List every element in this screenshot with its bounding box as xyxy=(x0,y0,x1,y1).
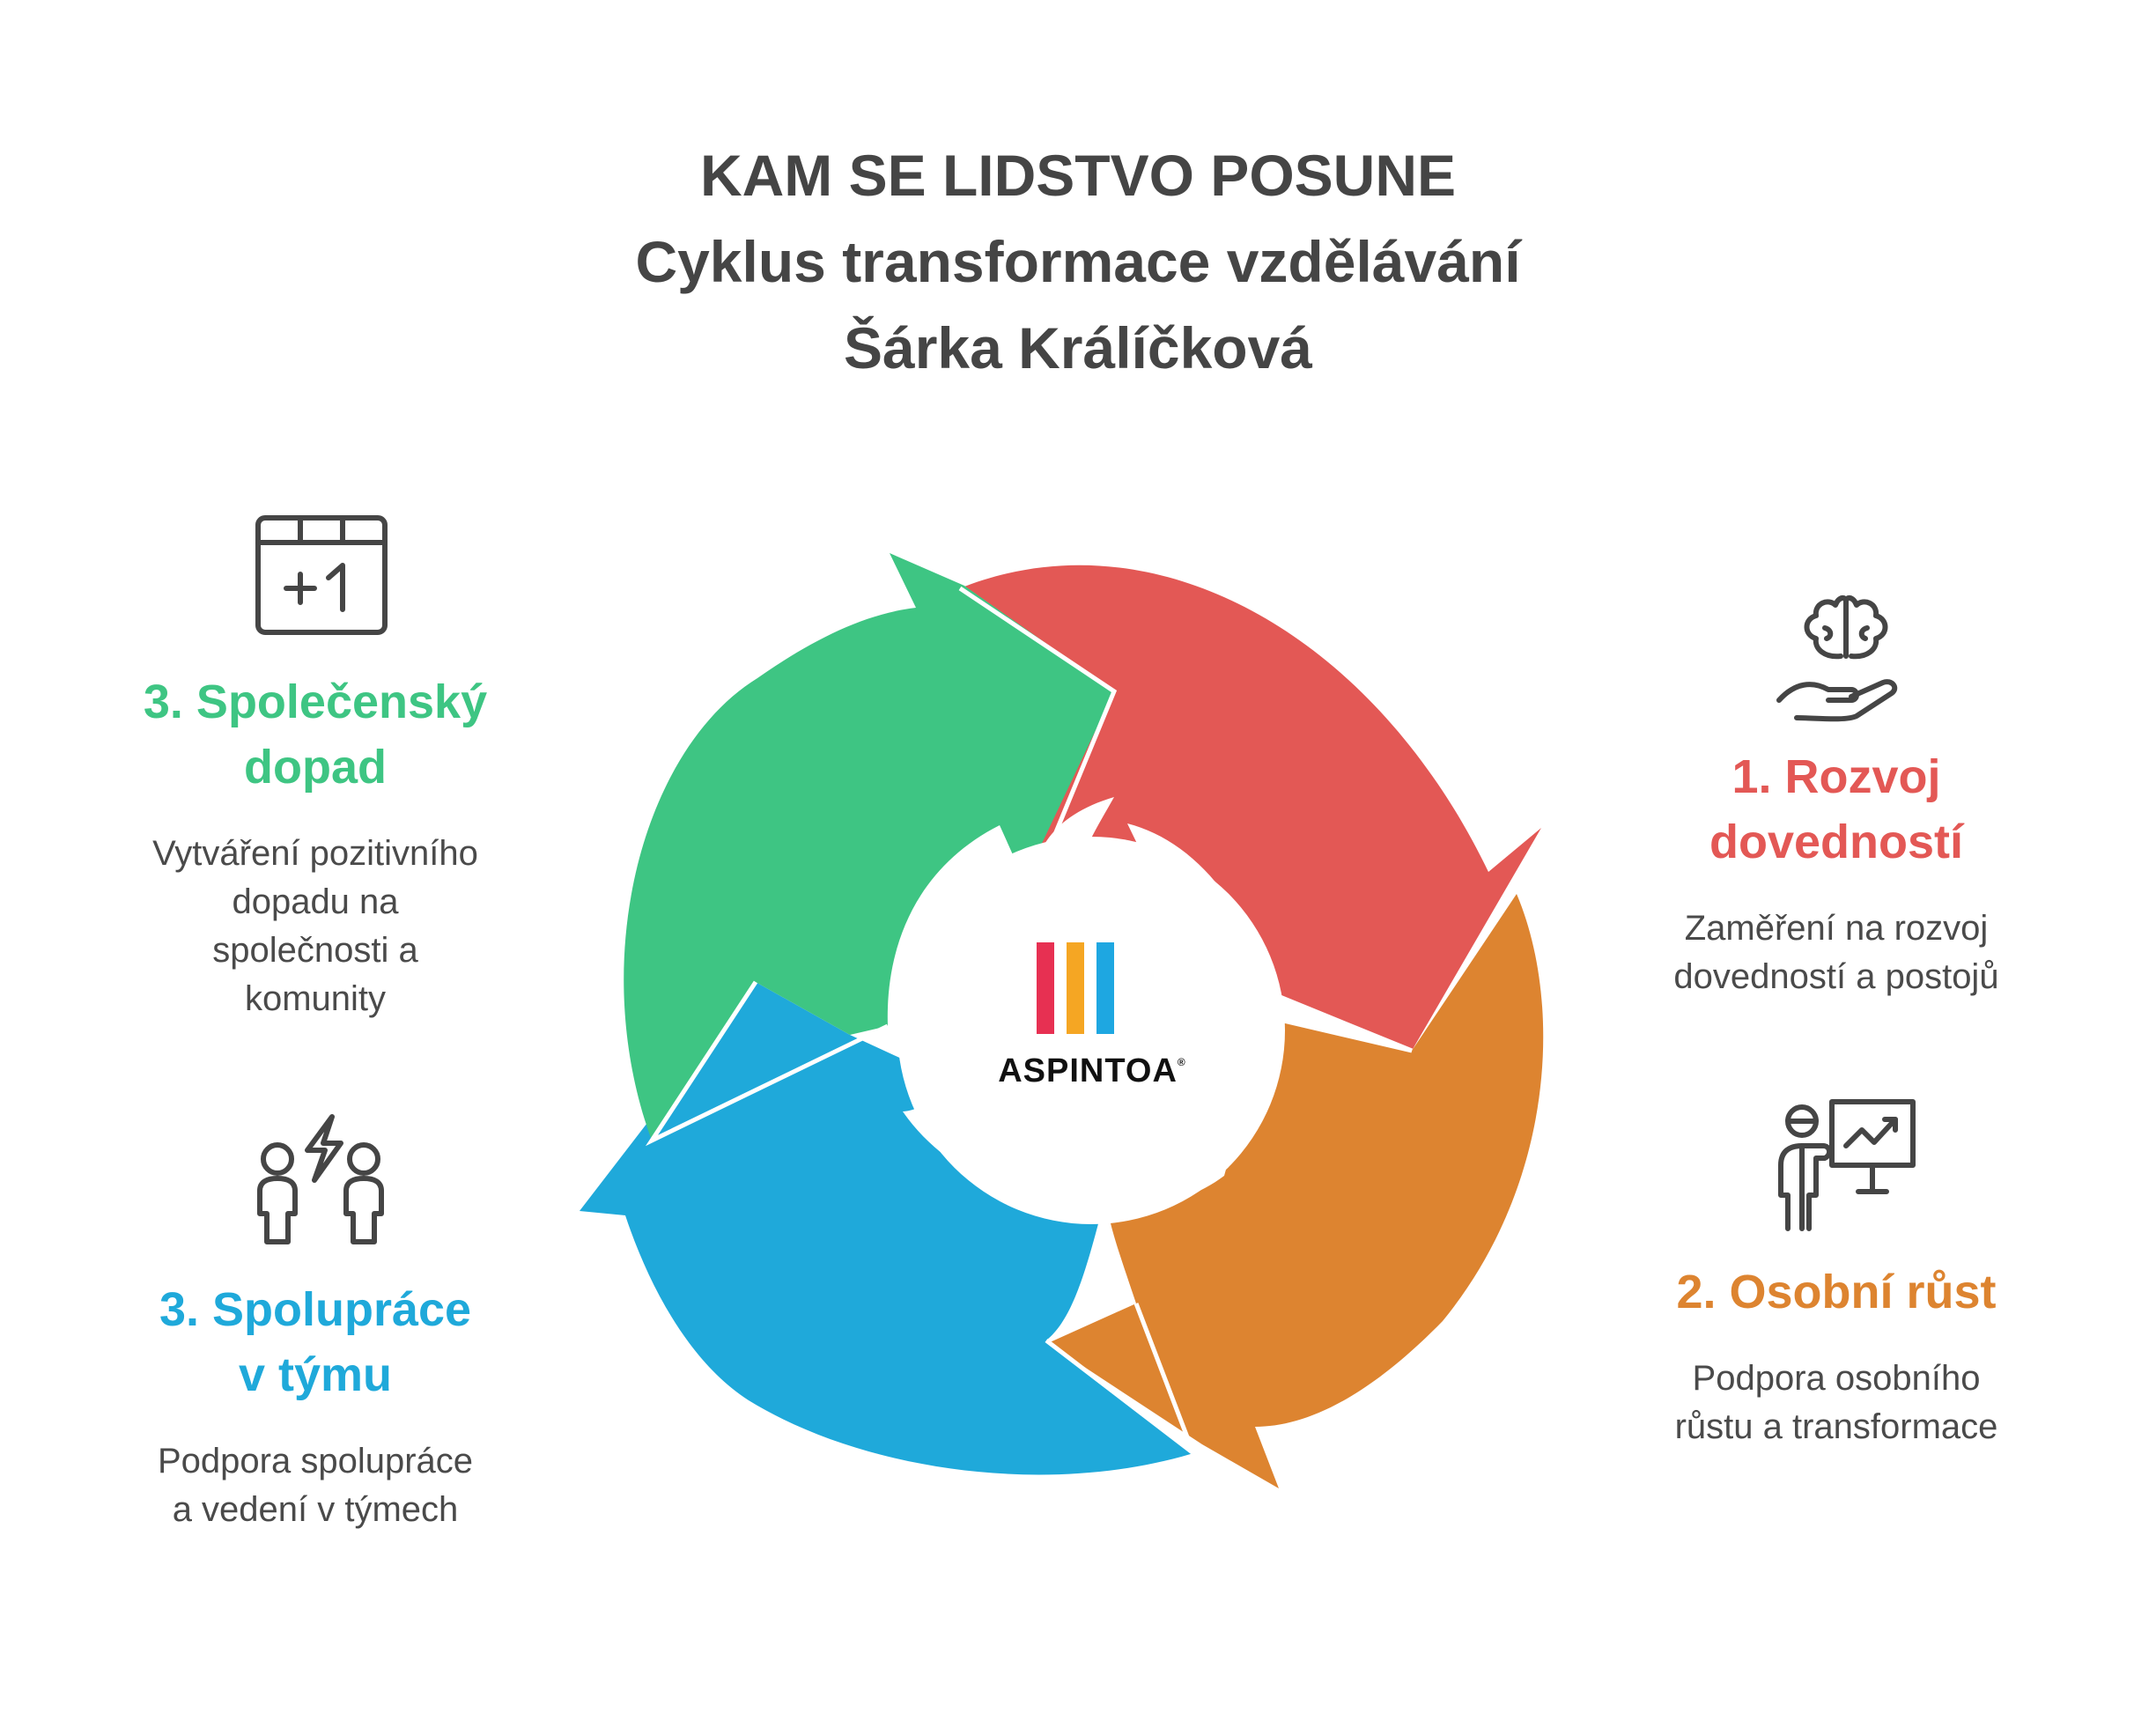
step-2-desc-line-1: Podpora osobního xyxy=(1692,1359,1981,1398)
step-2-heading xyxy=(1625,1259,2048,1325)
title-line-1: KAM SE LIDSTVO POSUNE xyxy=(699,143,1457,208)
step-3-desc-line-2: a vedení v týmech xyxy=(172,1490,459,1529)
step-1-heading-line-1: 1. Rozvoj xyxy=(1731,750,1941,803)
step-3-description xyxy=(104,1437,527,1534)
step-4-desc-line-1: Vytváření pozitivního xyxy=(152,834,478,873)
logo-text: ASPINTOA xyxy=(998,1052,1178,1089)
brain-in-hand-icon xyxy=(1770,586,1920,727)
title-line-2: Cyklus transformace vzdělávání xyxy=(635,229,1521,294)
step-1-heading-line-2: dovedností xyxy=(1709,816,1963,868)
step-3-team xyxy=(104,1277,527,1534)
logo-registered-mark: ® xyxy=(1177,1056,1186,1068)
step-3-desc-line-1: Podpora spolupráce xyxy=(157,1442,474,1480)
logo-bars xyxy=(960,942,1224,1039)
step-4-desc-line-2: dopadu na xyxy=(232,882,399,921)
step-4-heading-line-2: dopad xyxy=(244,741,387,794)
step-3-heading xyxy=(104,1277,527,1407)
step-3-heading-line-2: v týmu xyxy=(238,1348,393,1401)
calendar-plus-one-icon xyxy=(251,511,392,643)
step-1-desc-line-2: dovedností a postojů xyxy=(1673,957,1999,996)
step-1-desc-line-1: Zaměření na rozvoj xyxy=(1684,909,1989,948)
step-1-description xyxy=(1625,904,2048,1001)
step-1-skills xyxy=(1625,744,2048,1001)
step-2-heading-line-1: 2. Osobní růst xyxy=(1676,1266,1997,1318)
step-3-heading-line-1: 3. Spolupráce xyxy=(159,1283,472,1336)
step-2-growth xyxy=(1625,1259,2048,1451)
step-2-desc-line-2: růstu a transformace xyxy=(1674,1407,1998,1446)
title-line-3: Šárka Králíčková xyxy=(843,315,1313,380)
logo-bar-blue xyxy=(1096,942,1114,1034)
step-4-heading-line-1: 3. Společenský xyxy=(143,676,488,728)
logo-bar-red xyxy=(1037,942,1054,1034)
step-1-heading xyxy=(1625,744,2048,875)
step-2-description xyxy=(1625,1355,2048,1451)
two-people-lightning-icon xyxy=(251,1110,392,1251)
presenter-growth-chart-icon xyxy=(1770,1096,1920,1233)
step-4-description xyxy=(104,830,527,1023)
step-4-heading xyxy=(104,669,527,800)
step-4-desc-line-3: společnosti a xyxy=(212,931,418,970)
aspintoa-logo xyxy=(960,942,1224,1092)
logo-bar-orange xyxy=(1067,942,1084,1034)
step-4-society xyxy=(104,669,527,1023)
step-4-desc-line-4: komunity xyxy=(244,979,387,1018)
